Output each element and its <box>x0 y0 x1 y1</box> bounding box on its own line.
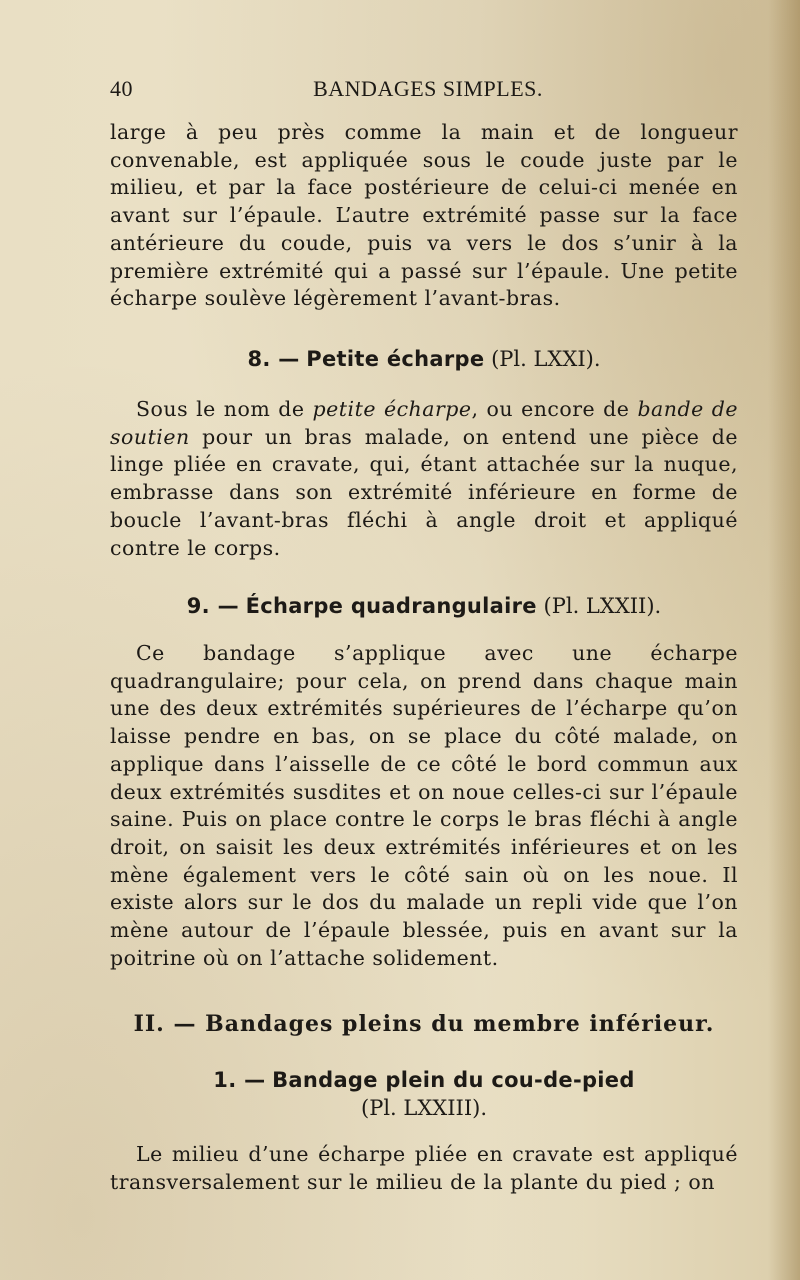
paragraph-text: large à peu près comme la main et de longueur convenable, est appliquée sous le coude juste par le milieu, et par la face postérieure de celui-ci menée en avant sur l’épaule. L’autre extrémité passe sur la face antérieure du coude, puis va vers le dos s’unir à la première extrémité qui a passé sur l’épaule. Une petite écharpe soulève légèrement l’avant-bras. <box>110 120 738 311</box>
text-run: pour un bras malade, on entend une pièce de linge pliée en cravate, qui, étant attachée sur la nuque, embrasse dans son extrémité inférieure en forme de boucle l’avant-bras fléchi à angle droit et appliqué contre le corps. <box>110 424 738 560</box>
heading-bandage-cou-de-pied <box>110 1066 738 1122</box>
paragraph-text: Le milieu d’une écharpe pliée en cravate est appliqué transversalement sur le milieu de la plante du pied ; on <box>110 1142 738 1194</box>
heading-plate-ref: (Pl. LXXII). <box>543 594 662 618</box>
running-header <box>110 76 736 106</box>
paragraph-echarpe-quadrangulaire <box>110 640 738 972</box>
heading-title: Petite écharpe <box>306 347 485 371</box>
heading-plate-ref: (Pl. LXXI). <box>491 347 601 371</box>
page-number: 40 <box>110 76 133 101</box>
heading-echarpe-quadrangulaire <box>110 592 738 620</box>
italic-term: bande de soutien <box>110 397 738 449</box>
heading-number: 8. — <box>247 347 300 371</box>
heading-title: Écharpe quadrangulaire <box>245 594 537 618</box>
heading-plate-ref: (Pl. LXXIII). <box>361 1096 487 1120</box>
paragraph-cou-de-pied <box>110 1141 738 1196</box>
paragraph-petite-echarpe <box>110 396 738 562</box>
heading-number: 9. — <box>186 594 239 618</box>
heading-petite-echarpe <box>110 345 738 373</box>
text-run: Sous le nom de <box>136 397 313 421</box>
paragraph-text <box>110 396 738 562</box>
paragraph-continuation <box>110 119 738 313</box>
running-title: BANDAGES SIMPLES. <box>313 76 543 101</box>
section-heading: II. — Bandages pleins du membre inférieur. <box>133 1011 715 1037</box>
text-run: , ou encore de <box>471 397 638 421</box>
italic-term: petite écharpe <box>312 397 472 421</box>
heading-title: Bandage plein du cou-de-pied <box>272 1068 635 1092</box>
paragraph-text: Ce bandage s’applique avec une écharpe quadrangulaire; pour cela, on prend dans chaque main une des deux extrémités supérieures de l’écharpe qu’on laisse pendre en bas, on se place du côté malade, on applique dans l’aisselle de ce côté le bord commun aux deux extrémités susdites et on noue celles-ci sur l’épaule saine. Puis on place contre le corps le bras fléchi à angle droit, on saisit les deux extrémités inférieures et on les mène également vers le côté sain où on les noue. Il existe alors sur le dos du malade un repli vide que l’on mène autour de l’épaule blessée, puis en avant sur la poitrine où on l’attache solidement. <box>110 641 738 970</box>
heading-number: 1. — <box>213 1068 266 1092</box>
